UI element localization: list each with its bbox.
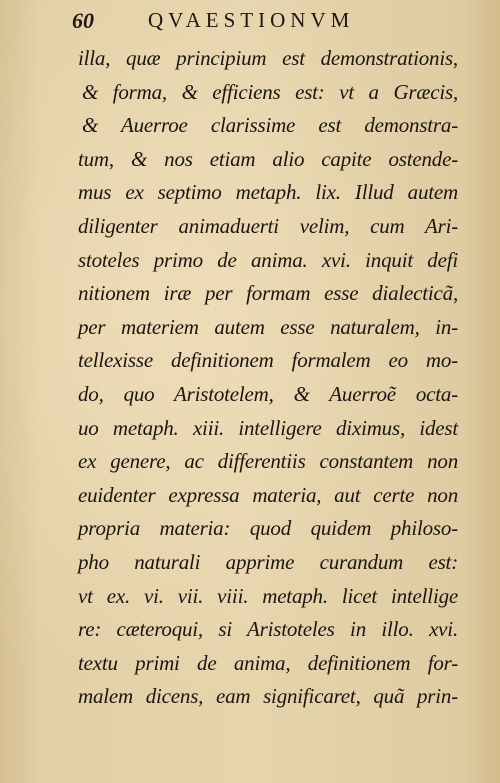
text-line: uo metaph. xiii. intelligere diximus, idest	[78, 415, 458, 440]
text-line: diligenter animaduerti velim, cum Ari-	[78, 213, 458, 238]
text-line: re: cæteroqui, si Aristoteles in illo. xvi.	[78, 617, 458, 642]
text-line: euidenter expressa materia, aut certe non	[78, 482, 458, 507]
text-line: ex genere, ac differentiis constantem non	[78, 449, 458, 474]
text-line: tum, & nos etiam alio capite ostende-	[78, 146, 458, 171]
text-line: do, quo Aristotelem, & Auerroẽ octa-	[78, 381, 458, 406]
text-line: textu primi de anima, definitionem for-	[78, 650, 458, 675]
page-number: 60	[72, 8, 94, 33]
text-line: propria materia: quod quidem philoso-	[78, 516, 458, 541]
running-title: QVAESTIONVM	[148, 8, 355, 32]
text-line: malem dicens, eam significaret, quã prin-	[78, 684, 458, 709]
text-line: mus ex septimo metaph. lix. Illud autem	[78, 180, 458, 205]
page-header	[72, 6, 452, 36]
text-line: & Auerroe clarissime est demonstra-	[82, 113, 458, 138]
text-line: nitionem iræ per formam esse dialecticã,	[78, 281, 458, 306]
text-line: illa, quæ principium est demonstrationis,	[78, 46, 458, 70]
text-line: tellexisse definitionem formalem eo mo-	[78, 348, 458, 373]
body-text	[78, 42, 458, 714]
text-line: stoteles primo de anima. xvi. inquit defi	[78, 247, 458, 272]
text-line: per materiem autem esse naturalem, in-	[78, 314, 458, 339]
text-line: & forma, & efficiens est: vt a Græcis,	[82, 79, 458, 104]
text-line: vt ex. vi. vii. viii. metaph. licet intellige	[78, 583, 458, 608]
text-line: pho naturali apprime curandum est:	[78, 549, 458, 574]
